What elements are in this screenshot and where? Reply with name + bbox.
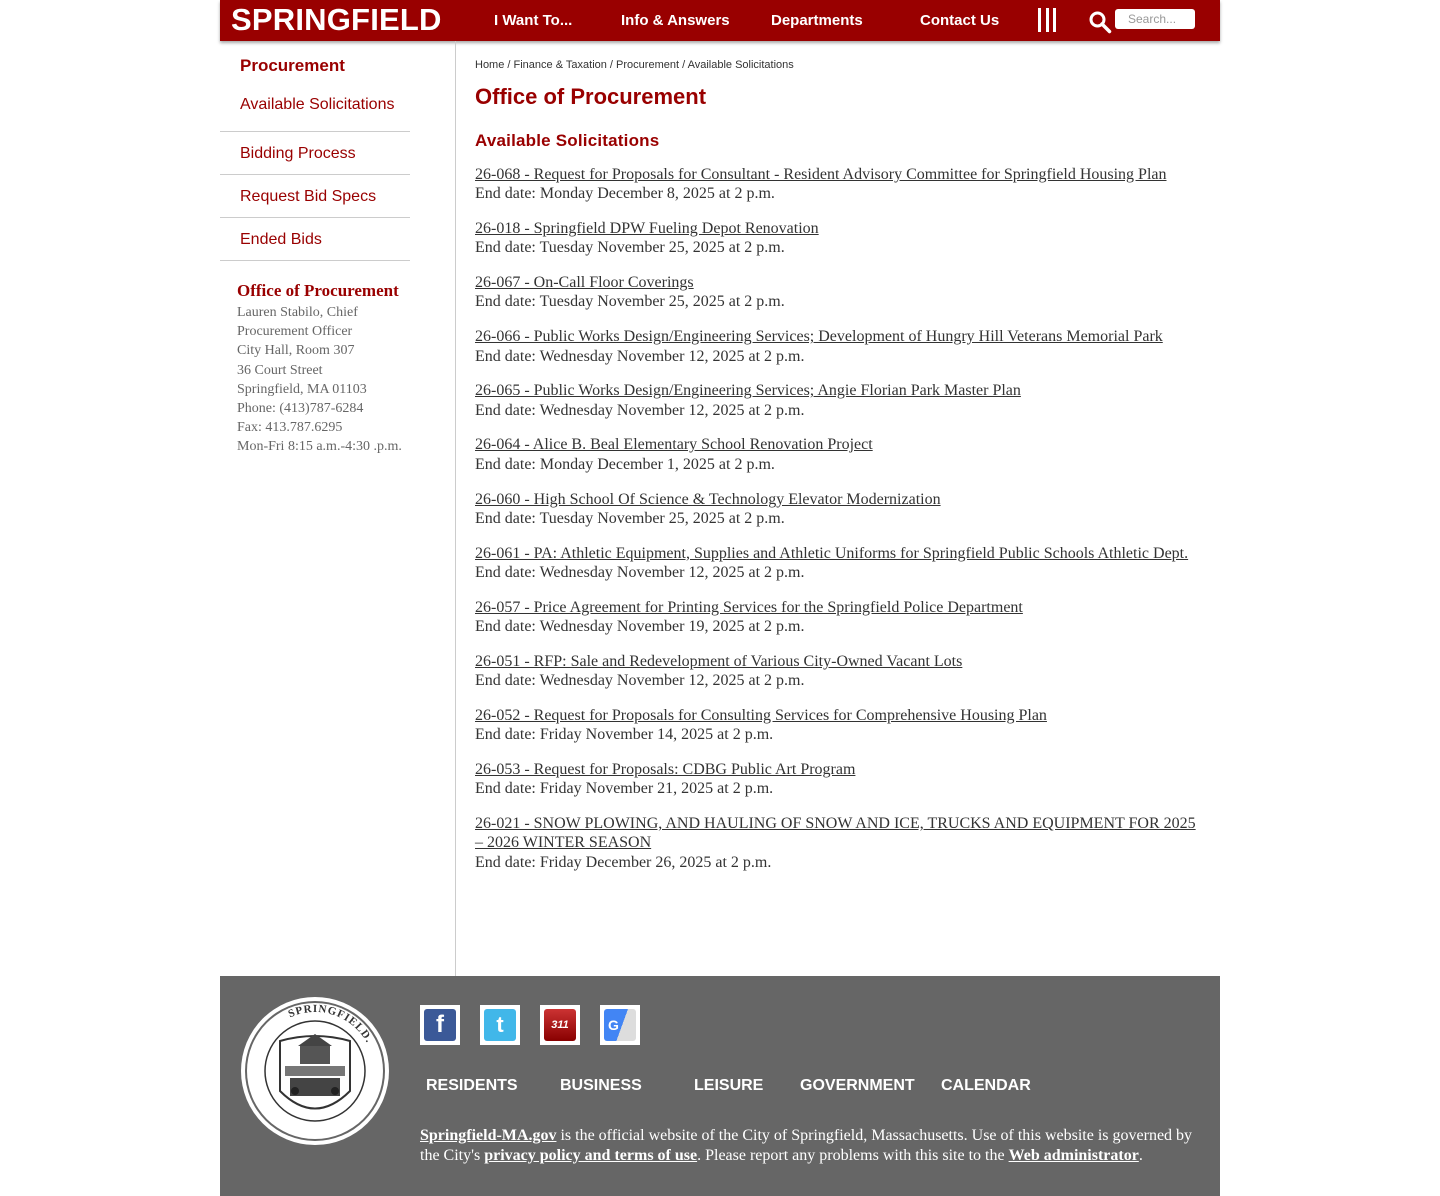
solicitation-link[interactable]: 26-061 - PA: Athletic Equipment, Supplies and Athletic Uniforms for Springfield Public Schools Athletic Dept.: [475, 544, 1189, 562]
legal-text-part: . Please report any problems with this site to the: [697, 1146, 1009, 1164]
content-area: [220, 41, 1220, 976]
menu-bar: [1038, 8, 1041, 32]
twitter-glyph: t: [484, 1009, 516, 1041]
solicitation-item: [475, 327, 1200, 366]
solicitation-item: [475, 381, 1200, 420]
menu-bar: [1053, 8, 1056, 32]
solicitation-end-date: End date: Friday December 26, 2025 at 2 p.m.: [475, 853, 772, 871]
solicitation-item: [475, 760, 1200, 799]
search-icon[interactable]: [1088, 10, 1112, 34]
sidebar-item-available-solicitations[interactable]: Available Solicitations: [220, 86, 410, 132]
site-header: [220, 0, 1220, 41]
breadcrumb-home[interactable]: Home: [475, 59, 505, 71]
twitter-icon[interactable]: [480, 1005, 520, 1045]
city-seal-icon: [240, 996, 390, 1146]
footer-nav-business[interactable]: BUSINESS: [560, 1077, 642, 1094]
office-contact-name: Lauren Stabilo, Chief: [237, 305, 358, 320]
breadcrumb-current: Available Solicitations: [687, 59, 794, 71]
search-input[interactable]: [1115, 9, 1195, 29]
google-translate-icon[interactable]: [600, 1005, 640, 1045]
google-translate-glyph: G: [604, 1009, 636, 1041]
solicitation-item: [475, 435, 1200, 474]
sidebar-title[interactable]: Procurement: [240, 56, 345, 75]
solicitation-end-date: End date: Monday December 8, 2025 at 2 p.m.: [475, 185, 775, 203]
solicitation-list: [475, 165, 1200, 872]
solicitation-link[interactable]: 26-057 - Price Agreement for Printing Services for the Springfield Police Department: [475, 598, 1023, 616]
solicitation-end-date: End date: Tuesday November 25, 2025 at 2 p.m.: [475, 509, 785, 527]
breadcrumb-separator: /: [504, 59, 514, 71]
breadcrumb-separator: /: [679, 59, 688, 71]
solicitation-link[interactable]: 26-066 - Public Works Design/Engineering Services; Development of Hungry Hill Veterans Memorial Park: [475, 328, 1163, 346]
office-contact-block: [220, 261, 455, 457]
office-room: City Hall, Room 307: [237, 343, 355, 359]
svg-text:SPRINGFIELD.: SPRINGFIELD.: [286, 1002, 376, 1046]
legal-text-part: is the official website of the City of Springfield, Massachusetts. Use of this website is governed by the City's: [420, 1127, 1193, 1164]
solicitation-link[interactable]: 26-021 - SNOW PLOWING, AND HAULING OF SNOW AND ICE, TRUCKS AND EQUIPMENT FOR 2025 – 2026 WINTER SEASON: [475, 815, 1196, 852]
office-hours: Mon-Fri 8:15 a.m.-4:30 .p.m.: [237, 439, 402, 455]
breadcrumb-finance-taxation[interactable]: Finance & Taxation: [513, 59, 607, 71]
menu-bar: [1046, 8, 1049, 32]
solicitation-link[interactable]: 26-053 - Request for Proposals: CDBG Public Art Program: [475, 761, 856, 779]
page-wrapper: [220, 0, 1220, 1196]
solicitation-end-date: End date: Wednesday November 12, 2025 at 2 p.m.: [475, 672, 805, 690]
breadcrumb: [475, 41, 1200, 84]
breadcrumb-separator: /: [606, 59, 617, 71]
solicitation-end-date: End date: Monday December 1, 2025 at 2 p.m.: [475, 455, 775, 473]
solicitation-item: [475, 598, 1200, 637]
311-icon[interactable]: [540, 1005, 580, 1045]
menu-bars-icon[interactable]: [1038, 8, 1056, 32]
site-footer: [220, 976, 1220, 1196]
sidebar-item-request-bid-specs[interactable]: Request Bid Specs: [220, 175, 410, 218]
solicitation-link[interactable]: 26-064 - Alice B. Beal Elementary School Renovation Project: [475, 436, 873, 454]
solicitation-end-date: End date: Wednesday November 19, 2025 at 2 p.m.: [475, 618, 805, 636]
solicitation-end-date: End date: Wednesday November 12, 2025 at 2 p.m.: [475, 563, 805, 581]
nav-info-answers[interactable]: Info & Answers: [621, 12, 730, 29]
legal-text-part: .: [1138, 1146, 1143, 1164]
sidebar-item-bidding-process[interactable]: Bidding Process: [220, 132, 410, 175]
sidebar-nav: [220, 86, 410, 261]
web-administrator-link[interactable]: Web administrator: [1008, 1146, 1139, 1164]
solicitation-item: [475, 652, 1200, 691]
nav-contact-us[interactable]: Contact Us: [920, 12, 1000, 29]
solicitation-link[interactable]: 26-065 - Public Works Design/Engineering Services; Angie Florian Park Master Plan: [475, 382, 1021, 400]
solicitation-link[interactable]: 26-067 - On-Call Floor Coverings: [475, 274, 694, 292]
solicitation-item: [475, 544, 1200, 583]
privacy-policy-link[interactable]: privacy policy and terms of use: [484, 1146, 698, 1164]
footer-nav-leisure[interactable]: LEISURE: [694, 1077, 764, 1094]
solicitation-link[interactable]: 26-052 - Request for Proposals for Consulting Services for Comprehensive Housing Plan: [475, 706, 1047, 724]
solicitation-item: [475, 814, 1200, 872]
site-logo[interactable]: SPRINGFIELD: [231, 2, 442, 37]
311-glyph: 311: [544, 1009, 576, 1041]
solicitation-end-date: End date: Friday November 14, 2025 at 2 p.m.: [475, 726, 774, 744]
solicitation-end-date: End date: Wednesday November 12, 2025 at 2 p.m.: [475, 401, 805, 419]
office-street: 36 Court Street: [237, 362, 323, 378]
solicitation-link[interactable]: 26-018 - Springfield DPW Fueling Depot Renovation: [475, 220, 819, 238]
section-title: Available Solicitations: [475, 131, 660, 150]
office-city: Springfield, MA 01103: [237, 381, 367, 397]
solicitation-item: [475, 273, 1200, 312]
sidebar-item-ended-bids[interactable]: Ended Bids: [220, 218, 410, 261]
breadcrumb-procurement[interactable]: Procurement: [616, 59, 680, 71]
sidebar: [220, 41, 456, 976]
solicitation-link[interactable]: 26-051 - RFP: Sale and Redevelopment of Various City-Owned Vacant Lots: [475, 652, 963, 670]
site-home-link[interactable]: Springfield-MA.gov: [420, 1127, 557, 1144]
footer-nav-residents[interactable]: RESIDENTS: [426, 1077, 518, 1094]
solicitation-end-date: End date: Tuesday November 25, 2025 at 2 p.m.: [475, 293, 785, 311]
solicitation-link[interactable]: 26-068 - Request for Proposals for Consultant - Resident Advisory Committee for Springfield Housing Plan: [475, 166, 1167, 183]
facebook-icon[interactable]: [420, 1005, 460, 1045]
footer-legal-text: [420, 1126, 1200, 1165]
solicitation-item: [475, 219, 1200, 258]
office-contact-role: Procurement Officer: [237, 324, 353, 340]
solicitation-end-date: End date: Tuesday November 25, 2025 at 2 p.m.: [475, 239, 785, 257]
office-fax: Fax: 413.787.6295: [237, 420, 343, 436]
solicitation-end-date: End date: Wednesday November 12, 2025 at 2 p.m.: [475, 347, 805, 365]
office-phone: Phone: (413)787-6284: [237, 401, 364, 417]
main-content: [456, 41, 1220, 976]
nav-departments[interactable]: Departments: [771, 12, 863, 29]
office-title: Office of Procurement: [237, 281, 399, 300]
solicitation-item: [475, 490, 1200, 529]
footer-nav-calendar[interactable]: CALENDAR: [941, 1077, 1031, 1094]
solicitation-end-date: End date: Friday November 21, 2025 at 2 p.m.: [475, 780, 774, 798]
solicitation-item: [475, 706, 1200, 745]
solicitation-link[interactable]: 26-060 - High School Of Science & Technology Elevator Modernization: [475, 490, 941, 508]
page-title: Office of Procurement: [475, 84, 707, 109]
footer-nav-government[interactable]: GOVERNMENT: [800, 1077, 915, 1094]
nav-i-want-to[interactable]: I Want To...: [494, 12, 573, 29]
facebook-glyph: f: [424, 1009, 456, 1041]
solicitation-item: [475, 165, 1200, 204]
